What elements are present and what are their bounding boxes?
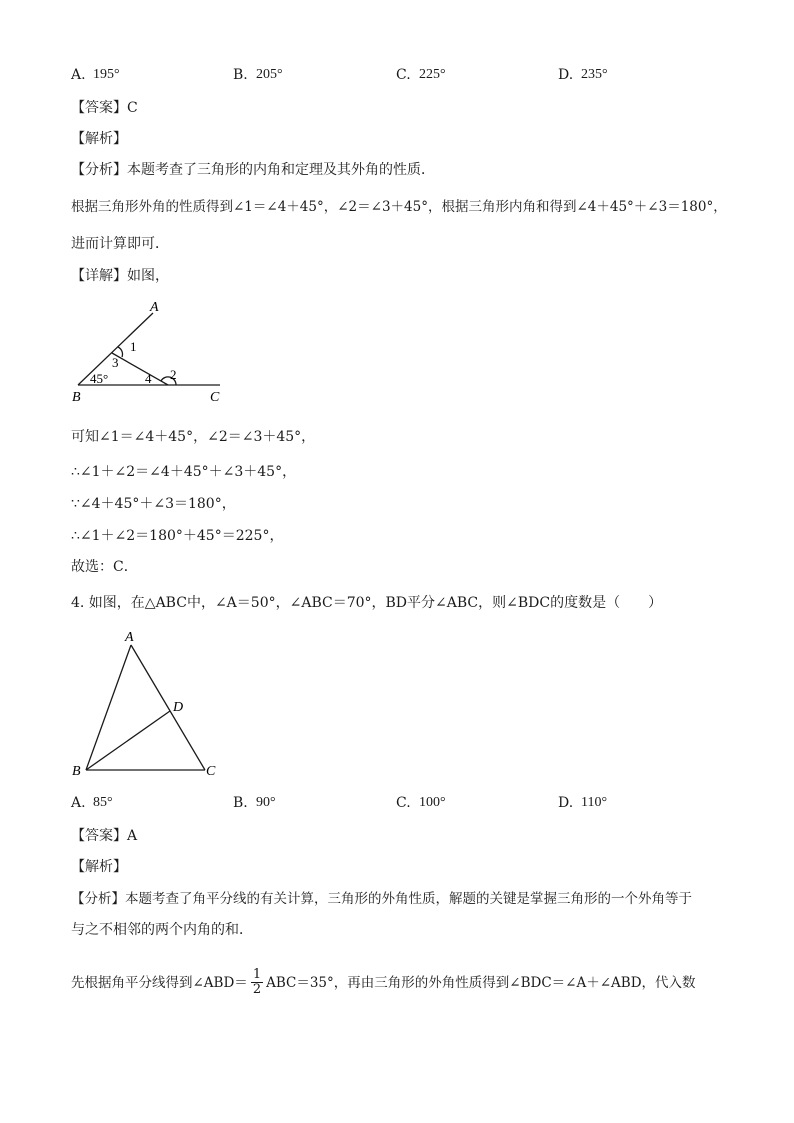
q4-option-d-value: 110° bbox=[581, 795, 608, 810]
q4-option-d-letter: D. bbox=[558, 795, 574, 811]
q3-option-a-letter: A. bbox=[71, 67, 86, 83]
q4-option-c-letter: C. bbox=[396, 795, 411, 811]
angle-1-arc bbox=[118, 347, 123, 357]
fig3-label-3: 3 bbox=[112, 355, 119, 370]
fraction-half bbox=[251, 968, 263, 997]
answer-tag: 【答案】 bbox=[71, 100, 127, 116]
q3-fenxi bbox=[71, 161, 435, 179]
q3-answer bbox=[71, 99, 138, 117]
q4-fenxi-line2: 与之不相邻的两个内角的和． bbox=[71, 922, 253, 938]
fig4-label-d: D bbox=[173, 700, 184, 715]
q3-analysis-tag: 【解析】 bbox=[71, 131, 127, 147]
answer-value: A bbox=[127, 828, 138, 844]
q3-step-2: ∴∠1＋∠2＝∠4＋45°＋∠3＋45°， bbox=[71, 464, 297, 480]
line-inner bbox=[112, 353, 168, 385]
q3-detail bbox=[71, 267, 169, 285]
fenxi-tag: 【分析】 bbox=[71, 162, 127, 178]
fig3-label-2: 2 bbox=[170, 367, 177, 382]
q3-triangle-figure bbox=[60, 295, 240, 407]
q3-option-b-letter: B. bbox=[233, 67, 248, 83]
line-bd bbox=[86, 711, 170, 770]
q3-step-4: ∴∠1＋∠2＝180°＋45°＝225°， bbox=[71, 528, 284, 544]
q4-option-a-value: 85° bbox=[93, 795, 113, 810]
fenxi-text: 本题考查了角平分线的有关计算，三角形的外角性质，解题的关键是掌握三角形的一个外角等于 bbox=[125, 891, 692, 907]
answer-tag: 【答案】 bbox=[71, 828, 127, 844]
answer-value: C bbox=[127, 100, 138, 116]
fig4-label-a: A bbox=[125, 630, 134, 645]
q3-option-b-value: 205° bbox=[256, 67, 283, 82]
q4-triangle-figure bbox=[60, 625, 230, 785]
q4-stem: 4. 如图，在△ABC中，∠A＝50°，∠ABC＝70°，BD平分∠ABC，则∠BDC的度数是（ ） bbox=[71, 595, 663, 611]
q3-option-a-value: 195° bbox=[93, 67, 120, 82]
fraction-denominator: 2 bbox=[252, 982, 262, 997]
line-ab bbox=[86, 645, 131, 770]
q3-option-d-letter: D. bbox=[558, 67, 574, 83]
last-pre: 先根据角平分线得到∠ABD＝ bbox=[71, 974, 248, 991]
q3-step-3: ∵∠4＋45°＋∠3＝180°， bbox=[71, 496, 236, 512]
q3-reason-line1: 根据三角形外角的性质得到∠1＝∠4＋45°，∠2＝∠3＋45°，根据三角形内角和得到∠4＋45°＋∠3＝180°， bbox=[71, 199, 727, 215]
q4-last-line bbox=[71, 968, 696, 997]
q4-answer bbox=[71, 827, 137, 845]
q3-option-d-value: 235° bbox=[581, 67, 608, 82]
q3-step-5: 故选：C． bbox=[71, 559, 138, 575]
q4-analysis-tag: 【解析】 bbox=[71, 859, 127, 875]
fig3-label-b: B bbox=[72, 390, 81, 405]
q3-step-1: 可知∠1＝∠4＋45°，∠2＝∠3＋45°， bbox=[71, 429, 316, 445]
fraction-numerator: 1 bbox=[252, 967, 262, 982]
last-post: ABC＝35°，再由三角形的外角性质得到∠BDC＝∠A＋∠ABD，代入数 bbox=[266, 974, 696, 991]
fig3-label-45deg: 45° bbox=[90, 371, 109, 386]
detail-text: 如图， bbox=[127, 268, 169, 284]
detail-tag: 【详解】 bbox=[71, 268, 127, 284]
fig3-label-1: 1 bbox=[130, 339, 137, 354]
q3-option-c-letter: C. bbox=[396, 67, 411, 83]
q3-reason-line2: 进而计算即可． bbox=[71, 236, 169, 252]
q3-option-c-value: 225° bbox=[419, 67, 446, 82]
q4-option-c-value: 100° bbox=[419, 795, 446, 810]
line-ca bbox=[131, 645, 205, 770]
q4-option-b-value: 90° bbox=[256, 795, 276, 810]
fig3-label-c: C bbox=[210, 390, 220, 405]
fig3-label-a: A bbox=[150, 300, 159, 315]
q4-option-a-letter: A. bbox=[71, 795, 86, 811]
fig3-label-4: 4 bbox=[145, 371, 152, 386]
fig4-label-b: B bbox=[72, 764, 81, 779]
q4-option-b-letter: B. bbox=[233, 795, 248, 811]
fig4-label-c: C bbox=[206, 764, 216, 779]
fenxi-text: 本题考查了三角形的内角和定理及其外角的性质． bbox=[127, 162, 435, 178]
fenxi-tag: 【分析】 bbox=[71, 891, 125, 907]
q4-fenxi-line1 bbox=[71, 890, 692, 908]
